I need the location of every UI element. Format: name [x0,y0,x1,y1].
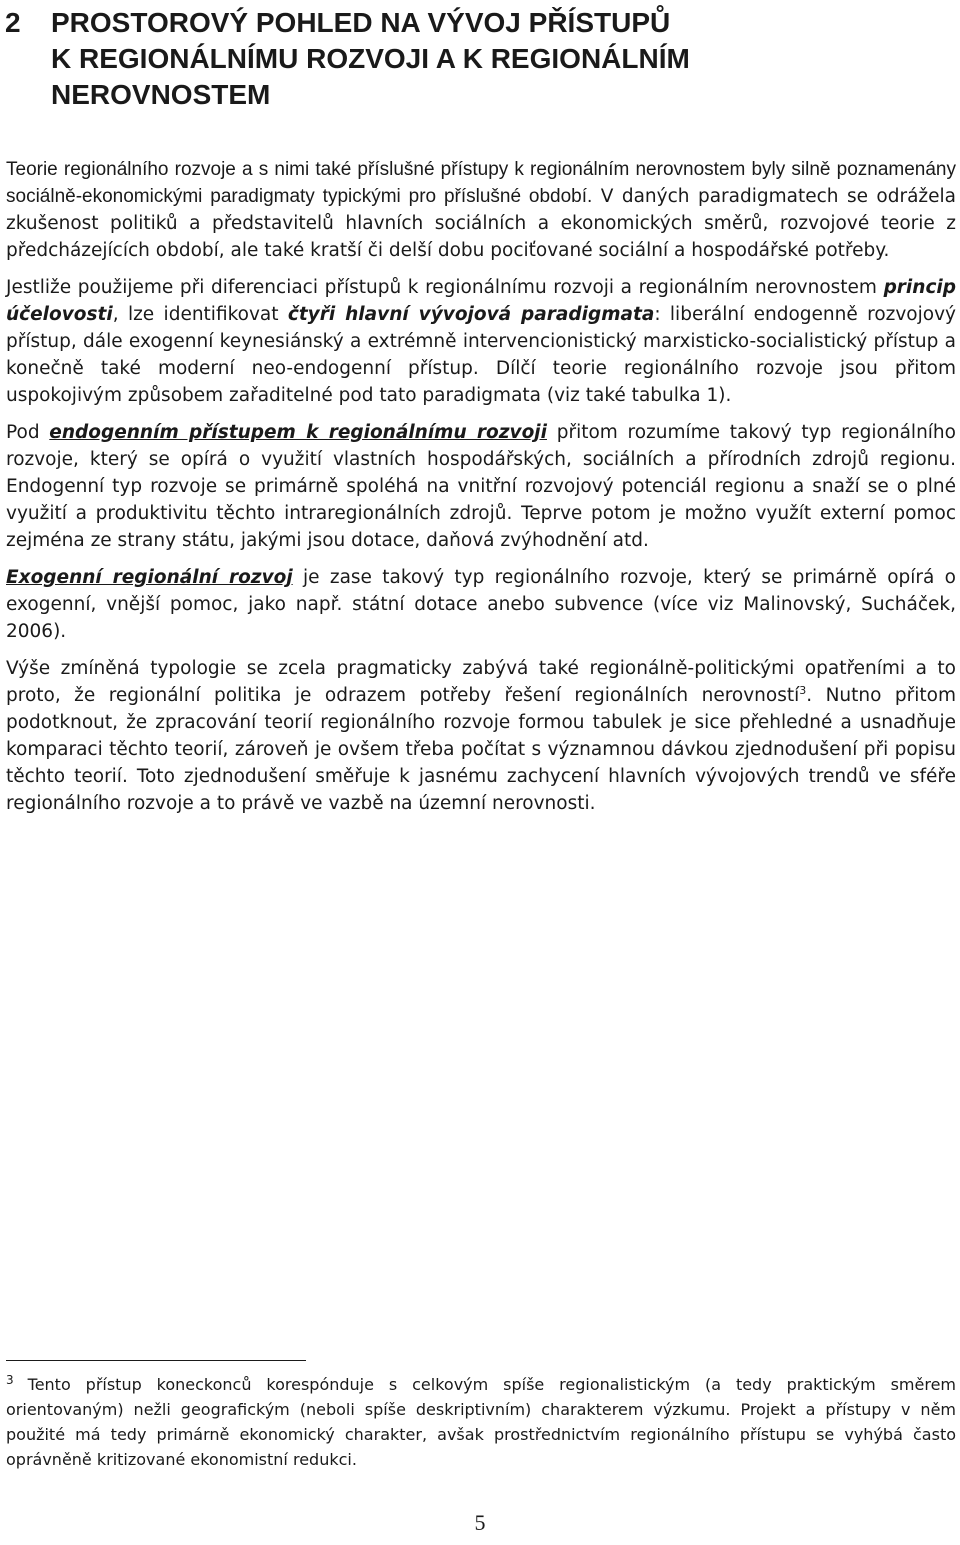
paragraph-endogenous [6,419,956,554]
section-heading [5,5,945,113]
intro-rest: V daných paradigmatech se odrážela zkušenost politiků a představitelů hlavních sociálních a ekonomických směrů, rozvojové teorie z předcházejících období, ale také kratší či delší dobu pociťované sociální a hospodářské potřeby. [6,186,956,261]
text-span: je zase takový typ regionálního rozvoje, který se primárně opírá o exogenní, vnější pomoc, jako např. státní dotace anebo subvence (více viz Malinovský, Sucháček, 2006). [6,567,956,642]
section-title-line: K REGIONÁLNÍMU ROZVOJI A K REGIONÁLNÍM [51,43,690,74]
section-title-line: PROSTOROVÝ POHLED NA VÝVOJ PŘÍSTUPŮ [51,7,671,38]
footnote-separator [6,1360,306,1361]
emphasis-principle: princip účelovosti [6,277,956,325]
paragraph-typology [6,655,956,817]
intro-sentence: Teorie regionálního rozvoje a s nimi také příslušné přístupy k regionálním nerovnostem byly silně poznamenány sociálně-ekonomickými paradigmaty typickými pro příslušné období. [6,159,956,207]
paragraph-exogenous [6,564,956,645]
section-title [51,5,945,113]
emphasis-paradigms: čtyři hlavní vývojová paradigmata [287,304,655,325]
text-span: přitom rozumíme takový typ regionálního rozvoje, který se opírá o využití vlastních hospodářských, sociálních a přírodních zdrojů regionu. Endogenní typ rozvoje se primárně spoléhá na vnitřní rozvojový potenciál regionu a snaží se o plné využití a produktivitu těchto intraregionálních zdrojů. Teprve potom je možno využít externí pomoc zejména ze strany státu, jakými jsou dotace, daňová zvýhodnění atd. [6,422,956,551]
section-number: 2 [5,7,21,38]
paragraph-paradigms [6,274,956,409]
text-span: : liberální endogenně rozvojový přístup, dále exogenní keynesiánský a extrémně intervencionistický marxisticko-socialistický přístup a konečně také moderní neo-endogenní přístup. Dílčí teorie regionálního rozvoje jsou přitom uspokojivým způsobem zařaditelné pod tato paradigmata (viz také tabulka 1). [6,304,956,406]
text-span: , lze identifikovat [112,304,288,325]
page-number: 5 [474,1510,486,1535]
text-span: Výše zmíněná typologie se zcela pragmaticky zabývá také regionálně-politickými opatřeními a to proto, že regionální politika je odrazem potřeby řešení regionálních nerovností [6,658,956,706]
section-title-line: NEROVNOSTEM [51,79,271,110]
text-span: . Nutno přitom podotknout, že zpracování teorií regionálního rozvoje formou tabulek je sice přehledné a usnadňuje komparaci těchto teorií, zároveň je ovšem třeba počítat s významnou dávkou zjednodušení při popisu těchto teorií. Toto zjednodušení směřuje k jasnému zachycení hlavních vývojových trendů ve sféře regionálního rozvoje a to právě ve vazbě na územní nerovnosti. [6,685,956,814]
footnote-reference[interactable]: 3 [799,683,807,697]
paragraph-intro [6,156,956,264]
footnote [6,1372,956,1472]
text-span: Jestliže použijeme při diferenciaci přístupů k regionálnímu rozvoji a regionálním nerovnostem [6,277,884,298]
emphasis-endogenous: endogenním přístupem k regionálnímu rozvoji [49,422,547,443]
body-text [6,156,956,827]
emphasis-exogenous: Exogenní regionální rozvoj [6,567,293,588]
footnote-mark: 3 [6,1372,14,1387]
text-span: Pod [6,422,50,443]
footnote-text: Tento přístup koneckonců korespónduje s celkovým spíše regionalistickým (a tedy praktickým směrem orientovaným) nežli geografickým (neboli spíše deskriptivním) charakterem výzkumu. Projekt a přístupy v něm použité má tedy primárně ekonomický charakter, avšak prostřednictvím regionálního přístupu se vyhýbá často oprávněně kritizované ekonomistní redukci. [6,1375,956,1469]
